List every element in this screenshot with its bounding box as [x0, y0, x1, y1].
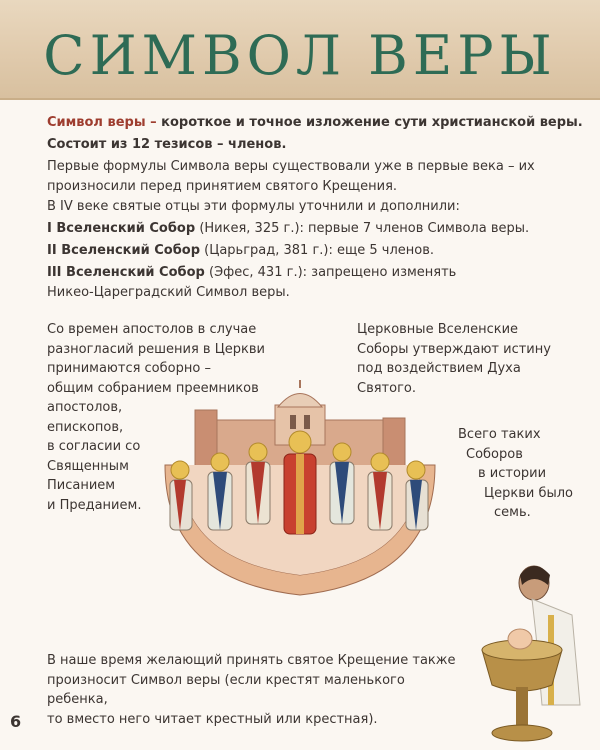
count-note-line: семь. — [494, 505, 531, 520]
council-1 — [47, 219, 587, 239]
page-number: 6 — [10, 712, 22, 731]
count-note-line: Церкви было — [484, 485, 573, 501]
definition-text: короткое и точное изложение сути христианской веры. — [156, 115, 583, 130]
composition: Состоит из 12 тезисов – членов. — [47, 137, 287, 152]
council-2-name: II Вселенский Собор — [47, 243, 201, 258]
count-note-line: в истории — [478, 466, 547, 481]
bottom-note-line: произносит Символ веры (если крестят маленького ребенка, — [47, 672, 405, 707]
council-illustration — [150, 380, 450, 605]
council-2-detail: (Царьград, 381 г.): еще 5 членов. — [200, 243, 434, 258]
definition — [47, 113, 587, 133]
bottom-note — [47, 651, 467, 729]
page-title: СИМВОЛ ВЕРЫ — [43, 24, 557, 87]
left-note-line: Священным — [47, 458, 129, 474]
history-1: Первые формулы Символа веры существовали уже в первые века – их произносили перед принятием святого Крещения. — [47, 159, 535, 194]
right-note-line: Церковные Вселенские — [357, 322, 519, 337]
right-note-line: Святого. — [357, 380, 417, 396]
left-note-line: апостолов, — [47, 400, 123, 415]
left-note-line: и Преданием. — [47, 497, 142, 513]
count-note-line: Соборов — [466, 446, 523, 462]
title-banner — [0, 0, 600, 100]
right-note-line: под воздействием Духа — [357, 361, 521, 376]
term: Символ веры – — [47, 115, 157, 130]
left-note-line: Со времен апостолов в случае — [47, 322, 257, 337]
council-1-name: I Вселенский Собор — [47, 221, 196, 236]
history-2: В IV веке святые отцы эти формулы уточнили и дополнили: — [47, 199, 460, 214]
bottom-note-line: то вместо него читает крестный или крестная). — [47, 711, 378, 727]
left-note-line: разногласий решения в Церкви — [47, 341, 266, 357]
left-note-line: Писанием — [47, 478, 116, 493]
council-1-detail: (Никея, 325 г.): первые 7 членов Символа веры. — [195, 221, 530, 236]
count-note — [452, 425, 582, 523]
count-note-line: Всего таких — [458, 427, 541, 442]
council-3-name: III Вселенский Собор — [47, 265, 205, 280]
left-note-line: общим собранием преемников — [47, 380, 259, 396]
left-note-line: епископов, — [47, 419, 124, 435]
bottom-note-line: В наше время желающий принять святое Крещение также — [47, 653, 456, 668]
council-3-detail: (Эфес, 431 г.): запрещено изменять Никео-Цареградский Символ веры. — [47, 265, 457, 300]
right-note-line: Соборы утверждают истину — [357, 341, 551, 357]
left-note-line: в согласии со — [47, 439, 141, 454]
baptism-illustration — [462, 555, 600, 750]
council-2 — [47, 241, 587, 261]
left-note-line: принимаются соборно – — [47, 361, 211, 376]
council-3 — [47, 263, 467, 302]
